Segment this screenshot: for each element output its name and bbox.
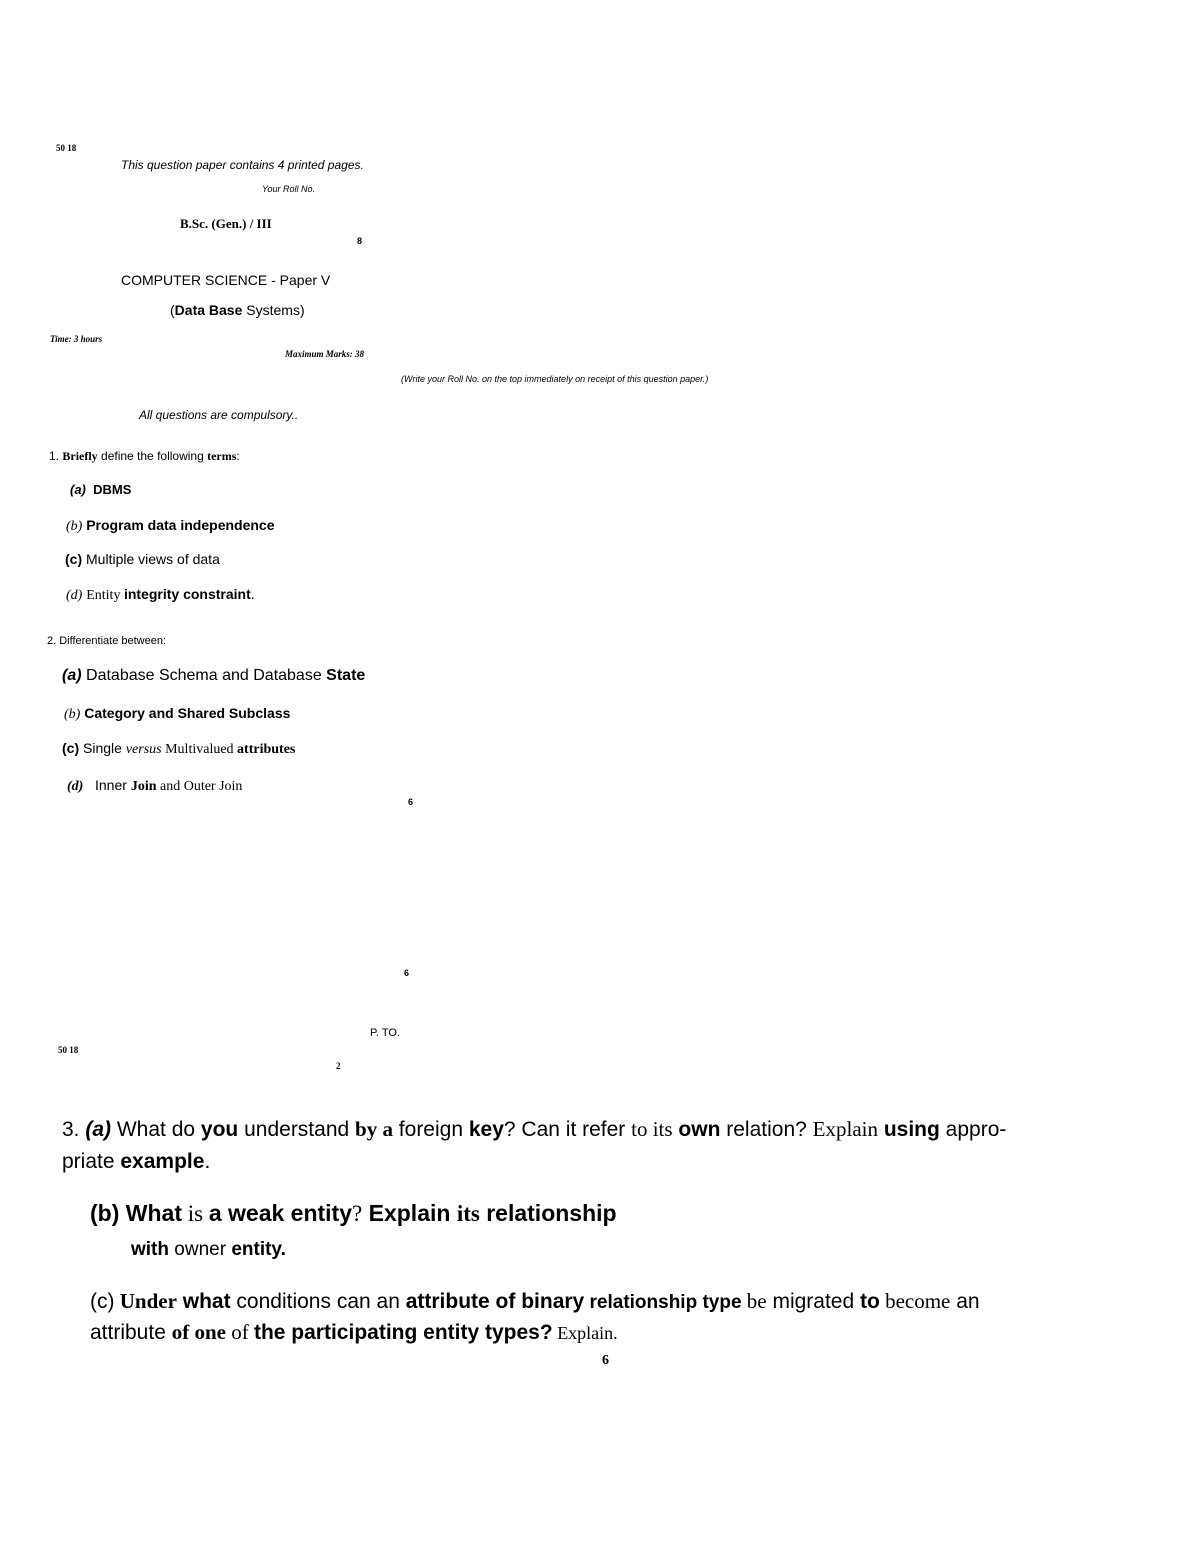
q3c-seg1: conditions can an [230,1290,406,1313]
stray-digit: 8 [357,236,363,246]
compulsory-note: All questions are compulsory.. [139,408,299,422]
q3b-bold3: Explain [362,1200,457,1226]
q3b-line2-bold2: entity. [231,1239,286,1260]
q3c-seg2: migrated [766,1290,860,1313]
q2-marks-a: 6 [408,797,414,807]
q2-c-bold: attributes [237,742,296,757]
pages-note: This question paper contains 4 printed pages. [121,158,364,172]
q3c-bold2: attribute of binary [405,1290,585,1313]
q3a-seg6: relation? [720,1118,813,1141]
q3a-seg4: ? Can it refer [503,1118,632,1141]
q3a-bold2: by a [355,1117,393,1141]
q3-number: 3. [62,1118,80,1141]
course-title: B.Sc. (Gen.) / III [180,216,272,231]
q2-item-b [64,705,290,723]
q3a-seg3: foreign [392,1118,469,1141]
q1-c-text: Multiple views of data [86,551,220,567]
time-allowed: Time: 3 hours [50,334,103,344]
q3a-bold3: key [468,1118,504,1141]
q3a-line2-pre: priate [62,1150,121,1173]
q3a-bold5: using [883,1118,940,1141]
q1-d-post: . [250,586,255,602]
q3a-serif2: Explain [812,1117,878,1141]
q3b-serif2: ? [352,1201,363,1226]
q3c-line2 [90,1316,618,1350]
q3a-seg2: understand [238,1118,356,1141]
q2-item-c [62,740,295,758]
q1-colon: : [236,449,240,463]
q3c-bold3: relationship type [584,1292,742,1313]
q3c-line2-serif: of [225,1320,254,1344]
q1-a-text: DBMS [93,482,132,497]
q1-number: 1. [49,449,60,463]
q3b-serif1: is [181,1201,209,1226]
q3b-line2-text: owner [169,1239,232,1260]
q1-d-pre: Entity [86,588,124,603]
q1-b-label: (b) [66,519,83,534]
q3a-serif1: to its [631,1117,673,1141]
q3b-serif3: its [456,1201,480,1226]
q3c-line1 [90,1285,980,1319]
q2-heading: 2. Differentiate between: [47,635,167,647]
q2-b-label: (b) [64,707,81,722]
q2-c-mid: Multivalued [161,742,238,757]
q2-d-pre: Inner [95,777,131,793]
q3c-label: (c) [90,1290,115,1313]
subtitle-bold: Data Base [174,302,243,318]
q1-b-text: Program data independence [86,517,275,533]
roll-no-label: Your Roll No. [262,184,316,194]
q2-marks-b: 6 [404,968,410,978]
q3a-seg8: appro- [939,1118,1007,1141]
q3b-line2 [131,1239,286,1261]
q3b-bold4: relationship [479,1200,617,1226]
q2-d-post: and Outer Join [156,779,243,794]
q3b-label: (b) [90,1200,120,1226]
q2-b-text: Category and Shared Subclass [84,705,291,721]
q2-c-label: (c) [62,740,80,756]
roll-instruction: (Write your Roll No. on the top immediately on receipt of this question paper.) [401,374,709,384]
q3-marks: 6 [602,1353,609,1368]
q2-c-italic: versus [125,742,162,757]
q3c-line2-pre: attribute [90,1321,172,1344]
q1-item-a [70,483,131,498]
q3a-line2 [62,1146,210,1179]
q2-d-bold: Join [130,779,157,794]
q2-a-pre: Database Schema and Database [86,667,327,684]
q3c-bold1: what [176,1290,231,1313]
q3c-bold4: to [860,1290,880,1313]
q1-item-b [66,517,275,535]
q2-d-label: (d) [67,779,84,794]
q3a-line1 [62,1113,1006,1147]
q1-a-label: (a) [70,482,86,497]
q3b-bold2: a weak entity [208,1200,353,1226]
q3c-serif-bold1: Under [114,1289,177,1313]
q3b-line2-bold1: with [131,1239,169,1260]
subject-title: COMPUTER SCIENCE - Paper V [121,272,331,288]
q3a-seg1: What do [111,1118,201,1141]
q1-lead: Briefly [62,449,98,463]
q1-item-c [65,551,220,567]
q2-a-label: (a) [62,667,82,684]
q3c-seg3: an [950,1290,980,1313]
q3b-line1 [90,1200,617,1227]
q3a-line2-post: . [204,1150,211,1173]
paper-subtitle [170,302,305,318]
q3b-bold1: What [119,1200,182,1226]
q1-c-label: (c) [65,551,83,567]
q1-item-d [66,586,255,604]
q3c-serif1: be [741,1289,767,1313]
page-number: 2 [336,1061,341,1071]
q1-heading [49,450,240,464]
q1-d-label: (d) [66,588,83,603]
paper-code: 50 18 [56,143,77,153]
q1-mid: define the following [97,449,208,463]
subtitle-open: ( [170,302,175,318]
q3c-line2-serif-bold: of one [171,1320,226,1344]
q3c-line2-bold: the participating entity types? [253,1321,553,1344]
q2-item-d [67,777,242,795]
q3c-line2-serif2: Explain. [552,1323,618,1343]
q2-c-pre: Single [83,740,126,756]
q1-d-bold: integrity constraint [123,586,251,602]
subtitle-rest: Systems) [242,302,305,318]
q2-item-a [62,667,365,685]
q1-bold-end: terms [207,449,237,463]
maximum-marks: Maximum Marks: 38 [285,349,365,359]
pto-label: P. TO. [370,1027,400,1039]
q3a-line2-bold: example [120,1150,205,1173]
q3a-label: (a) [85,1118,112,1141]
footer-paper-code: 50 18 [58,1045,79,1055]
q2-a-bold: State [326,667,366,684]
q3c-serif2: become [879,1289,951,1313]
q3a-bold4: own [678,1118,721,1141]
q3a-bold1: you [200,1118,239,1141]
